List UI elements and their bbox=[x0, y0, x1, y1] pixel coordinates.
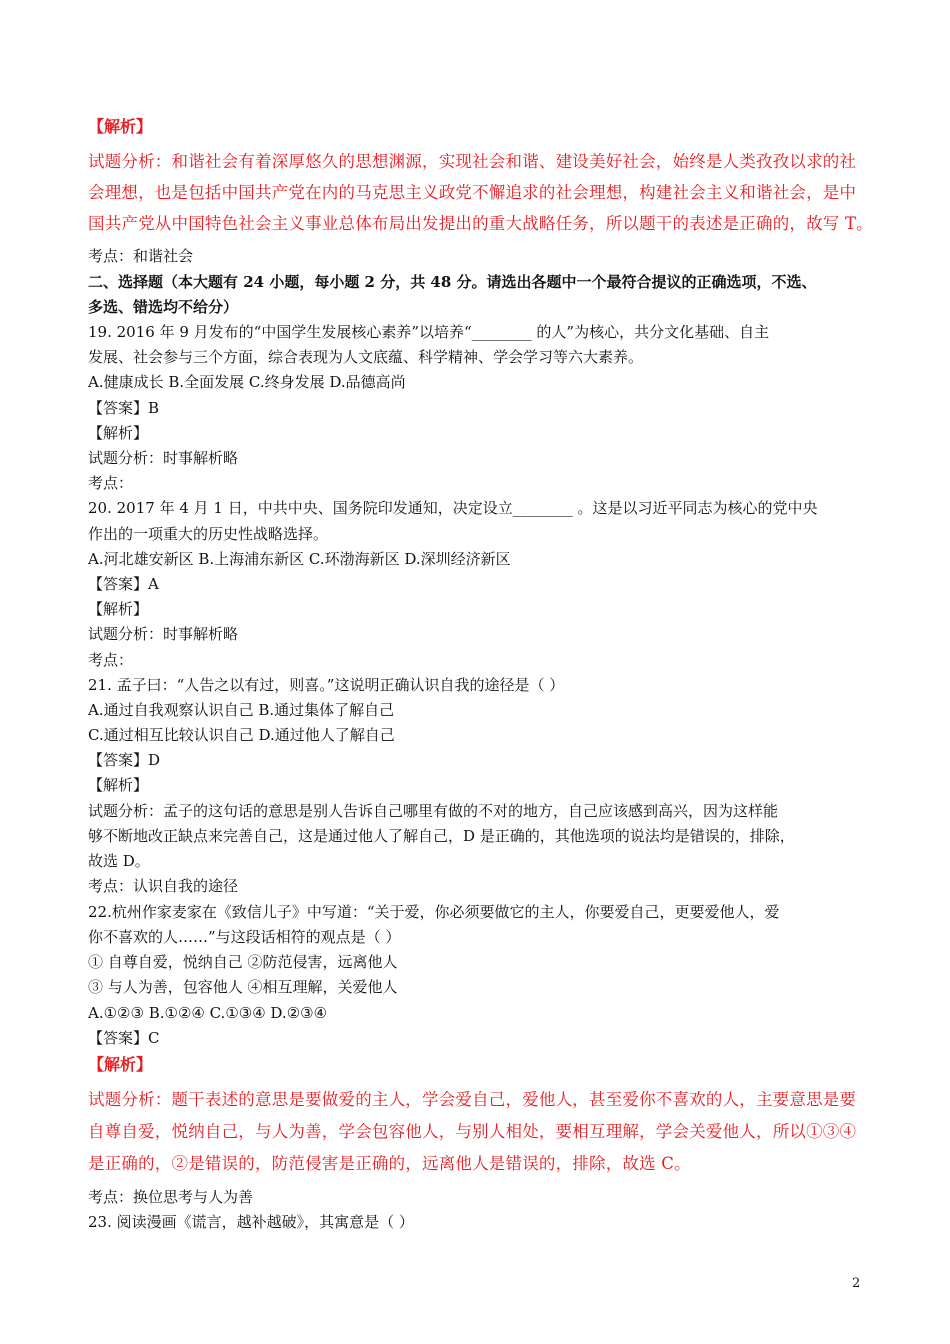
text-line: ① 自尊自爱，悦纳自己 ②防范侵害，远离他人 bbox=[88, 953, 398, 971]
text-line: 23. 阅读漫画《谎言，越补越破》，其寓意是（ ） bbox=[88, 1213, 414, 1231]
text-line: 【解析】 bbox=[88, 117, 153, 136]
text-line: 【答案】A bbox=[88, 575, 159, 593]
text-line: 【答案】D bbox=[88, 751, 161, 769]
text-line: 【答案】C bbox=[88, 1029, 160, 1047]
text-line: 你不喜欢的人……”与这段话相符的观点是（ ） bbox=[88, 928, 401, 946]
text-line: C.通过相互比较认识自己 D.通过他人了解自己 bbox=[88, 726, 395, 744]
text-line: 会理想，也是包括中国共产党在内的马克思主义政党不懈追求的社会理想，构建社会主义和谐社会，是中 bbox=[88, 183, 857, 202]
text-line: 【答案】B bbox=[88, 399, 160, 417]
text-line: A.通过自我观察认识自己 B.通过集体了解自己 bbox=[88, 701, 395, 719]
text-line: 国共产党从中国特色社会主义事业总体布局出发提出的重大战略任务，所以题干的表述是正确的，故写 T。 bbox=[88, 214, 873, 233]
text-line: 多选、错选均不给分） bbox=[88, 298, 239, 316]
text-line: 19. 2016 年 9 月发布的“中国学生发展核心素养”以培养“________ 的人”为核心，共分文化基础、自主 bbox=[88, 323, 770, 341]
text-line: 【解析】 bbox=[88, 600, 149, 618]
text-line: 试题分析：和谐社会有着深厚悠久的思想渊源，实现社会和谐、建设美好社会，始终是人类孜孜以求的社 bbox=[88, 152, 857, 171]
text-line: 考点： bbox=[88, 474, 134, 492]
text-line: 试题分析：题干表述的意思是要做爱的主人，学会爱自己，爱他人，甚至爱你不喜欢的人，主要意思是要 bbox=[88, 1090, 857, 1109]
text-line: 作出的一项重大的历史性战略选择。 bbox=[88, 525, 329, 543]
text-line: 【解析】 bbox=[88, 424, 149, 442]
text-line: 二、选择题（本大题有 24 小题，每小题 2 分，共 48 分。请选出各题中一个最符合提议的正确选项，不选、 bbox=[88, 273, 817, 291]
text-line: 试题分析：时事解析略 bbox=[88, 625, 239, 643]
text-line: 考点：和谐社会 bbox=[88, 247, 194, 265]
text-line: ③ 与人为善，包容他人 ④相互理解，关爱他人 bbox=[88, 978, 398, 996]
text-line: 21. 孟子曰：“人告之以有过，则喜。”这说明正确认识自我的途径是（ ） bbox=[88, 676, 565, 694]
text-line: 考点： bbox=[88, 651, 134, 669]
text-line: 故选 D。 bbox=[88, 852, 150, 870]
text-line: 够不断地改正缺点来完善自己，这是通过他人了解自己，D 是正确的，其他选项的说法均是错误的，排除， bbox=[88, 827, 795, 845]
text-line: 22.杭州作家麦家在《致信儿子》中写道：“关于爱，你必须要做它的主人，你要爱自己，更要爱他人，爱 bbox=[88, 903, 780, 921]
text-line: 20. 2017 年 4 月 1 日，中共中央、国务院印发通知，决定设立________ 。这是以习近平同志为核心的党中央 bbox=[88, 499, 818, 517]
text-line: A.河北雄安新区 B.上海浦东新区 C.环渤海新区 D.深圳经济新区 bbox=[88, 550, 511, 568]
text-line: 试题分析：时事解析略 bbox=[88, 449, 239, 467]
text-line: 考点：换位思考与人为善 bbox=[88, 1188, 254, 1206]
text-line: 考点：认识自我的途径 bbox=[88, 877, 239, 895]
text-line: 自尊自爱，悦纳自己，与人为善，学会包容他人，与别人相处，要相互理解，学会关爱他人，所以①③④ bbox=[88, 1122, 857, 1141]
text-line: 发展、社会参与三个方面，综合表现为人文底蕴、科学精神、学会学习等六大素养。 bbox=[88, 348, 644, 366]
text-line: 是正确的，②是错误的，防范侵害是正确的，远离他人是错误的，排除，故选 C。 bbox=[88, 1154, 691, 1173]
text-line: A.健康成长 B.全面发展 C.终身发展 D.品德高尚 bbox=[88, 373, 406, 391]
text-line: 试题分析：孟子的这句话的意思是别人告诉自己哪里有做的不对的地方，自己应该感到高兴，因为这样能 bbox=[88, 802, 779, 820]
page-number: 2 bbox=[852, 1276, 861, 1291]
text-line: 【解析】 bbox=[88, 776, 149, 794]
text-line: A.①②③ B.①②④ C.①③④ D.②③④ bbox=[88, 1004, 328, 1022]
text-line: 【解析】 bbox=[88, 1055, 153, 1074]
